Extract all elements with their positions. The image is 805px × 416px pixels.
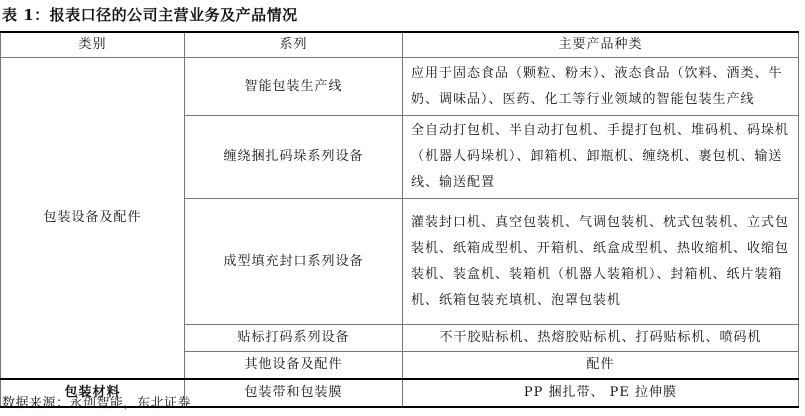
products-cell: 配件 bbox=[403, 352, 799, 380]
data-source-note: 数据来源：永创智能，东北证券 bbox=[2, 396, 192, 411]
header-series: 系列 bbox=[185, 32, 403, 58]
series-cell: 缠绕捆扎码垛系列设备 bbox=[185, 116, 403, 199]
business-products-table bbox=[0, 31, 799, 408]
products-cell: 不干胶贴标机、热熔胶贴标机、打码贴标机、喷码机 bbox=[403, 325, 799, 352]
header-products: 主要产品种类 bbox=[403, 32, 799, 58]
series-cell: 智能包装生产线 bbox=[185, 58, 403, 116]
products-cell: 灌装封口机、真空包装机、气调包装机、枕式包装机、立式包装机、纸箱成型机、开箱机、纸盒成型机、热收缩机、收缩包装机、装盒机、装箱机（机器人装箱机）、封箱机、纸片装箱机、纸箱包装充填机、泡罩包装机 bbox=[403, 199, 799, 325]
table-row bbox=[1, 58, 799, 116]
table-header-row bbox=[1, 32, 799, 58]
category-equipment-cell: 包装设备及配件 bbox=[1, 58, 185, 380]
products-cell: PP 捆扎带、 PE 拉伸膜 bbox=[403, 379, 799, 407]
series-cell: 其他设备及配件 bbox=[185, 352, 403, 380]
products-cell: 应用于固态食品（颗粒、粉末）、液态食品（饮料、酒类、牛奶、调味品）、医药、化工等行业领域的智能包装生产线 bbox=[403, 58, 799, 116]
series-cell: 成型填充封口系列设备 bbox=[185, 199, 403, 325]
products-cell: 全自动打包机、半自动打包机、手提打包机、堆码机、码垛机（机器人码垛机）、卸箱机、卸瓶机、缠绕机、裹包机、输送线、输送配置 bbox=[403, 116, 799, 199]
category-materials-cell: 包装材料 bbox=[1, 379, 185, 407]
series-cell: 包装带和包装膜 bbox=[185, 379, 403, 407]
table-caption: 表 1：报表口径的公司主营业务及产品情况 bbox=[2, 6, 298, 24]
series-cell: 贴标打码系列设备 bbox=[185, 325, 403, 352]
header-category: 类别 bbox=[1, 32, 185, 58]
